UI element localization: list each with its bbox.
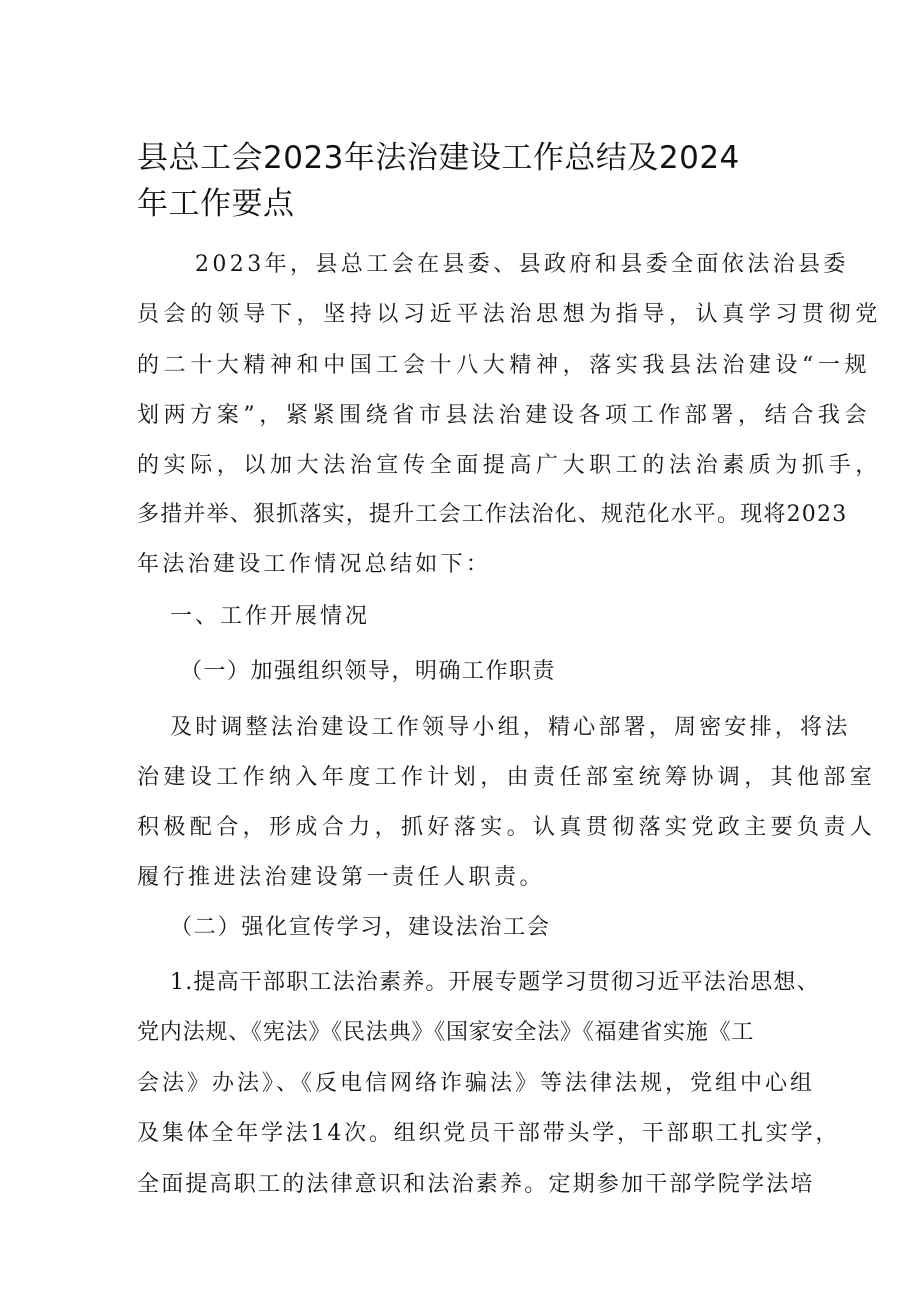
paragraph-line: 的实际，以加大法治宣传全面提高广大职工的法治素质为抓手，	[137, 453, 882, 478]
title-line-1: 县总工会2023年法治建设工作总结及2024	[137, 140, 740, 176]
paragraph-line: 的二十大精神和中国工会十八大精神，落实我县法治建设“一规	[137, 353, 872, 378]
subsection-heading-1: （一）加强组织领导，明确工作职责	[180, 659, 557, 684]
paragraph-line: 治建设工作纳入年度工作计划，由责任部室统筹协调，其他部室	[137, 765, 877, 790]
paragraph-line: 划两方案”，紧紧围绕省市县法治建设各项工作部署，结合我会	[137, 403, 872, 428]
paragraph-line: 党内法规、《宪法》《民法典》《国家安全法》《福建省实施《工	[137, 1020, 755, 1045]
paragraph-line: 年法治建设工作情况总结如下：	[137, 552, 492, 577]
paragraph-line: 会法》办法》、《反电信网络诈骗法》等法律法规，党组中心组	[137, 1071, 816, 1096]
paragraph-line: 2023年，县总工会在县委、县政府和县委全面依法治县委	[195, 252, 849, 277]
paragraph-line: 多措并举、狠抓落实，提升工会工作法治化、规范化水平。现将2023	[137, 502, 848, 527]
paragraph-line: 全面提高职工的法律意识和法治素养。定期参加干部学院学法培	[137, 1172, 815, 1197]
title-line-2: 年工作要点	[137, 186, 295, 222]
document-title	[137, 135, 797, 227]
paragraph-line: 员会的领导下，坚持以习近平法治思想为指导，认真学习贯彻党	[137, 302, 882, 327]
paragraph-line: 及时调整法治建设工作领导小组，精心部署，周密安排，将法	[170, 715, 851, 740]
paragraph-line: 1.提高干部职工法治素养。开展专题学习贯彻习近平法治思想、	[170, 970, 820, 995]
section-heading-1: 一、工作开展情况	[170, 604, 371, 629]
paragraph-line: 及集体全年学法14次。组织党员干部带头学，干部职工扎实学，	[137, 1121, 841, 1146]
subsection-heading-2: （二）强化宣传学习，建设法治工会	[170, 915, 551, 940]
paragraph-line: 履行推进法治建设第一责任人职责。	[137, 865, 546, 890]
paragraph-line: 积极配合，形成合力，抓好落实。认真贯彻落实党政主要负责人	[137, 815, 877, 840]
